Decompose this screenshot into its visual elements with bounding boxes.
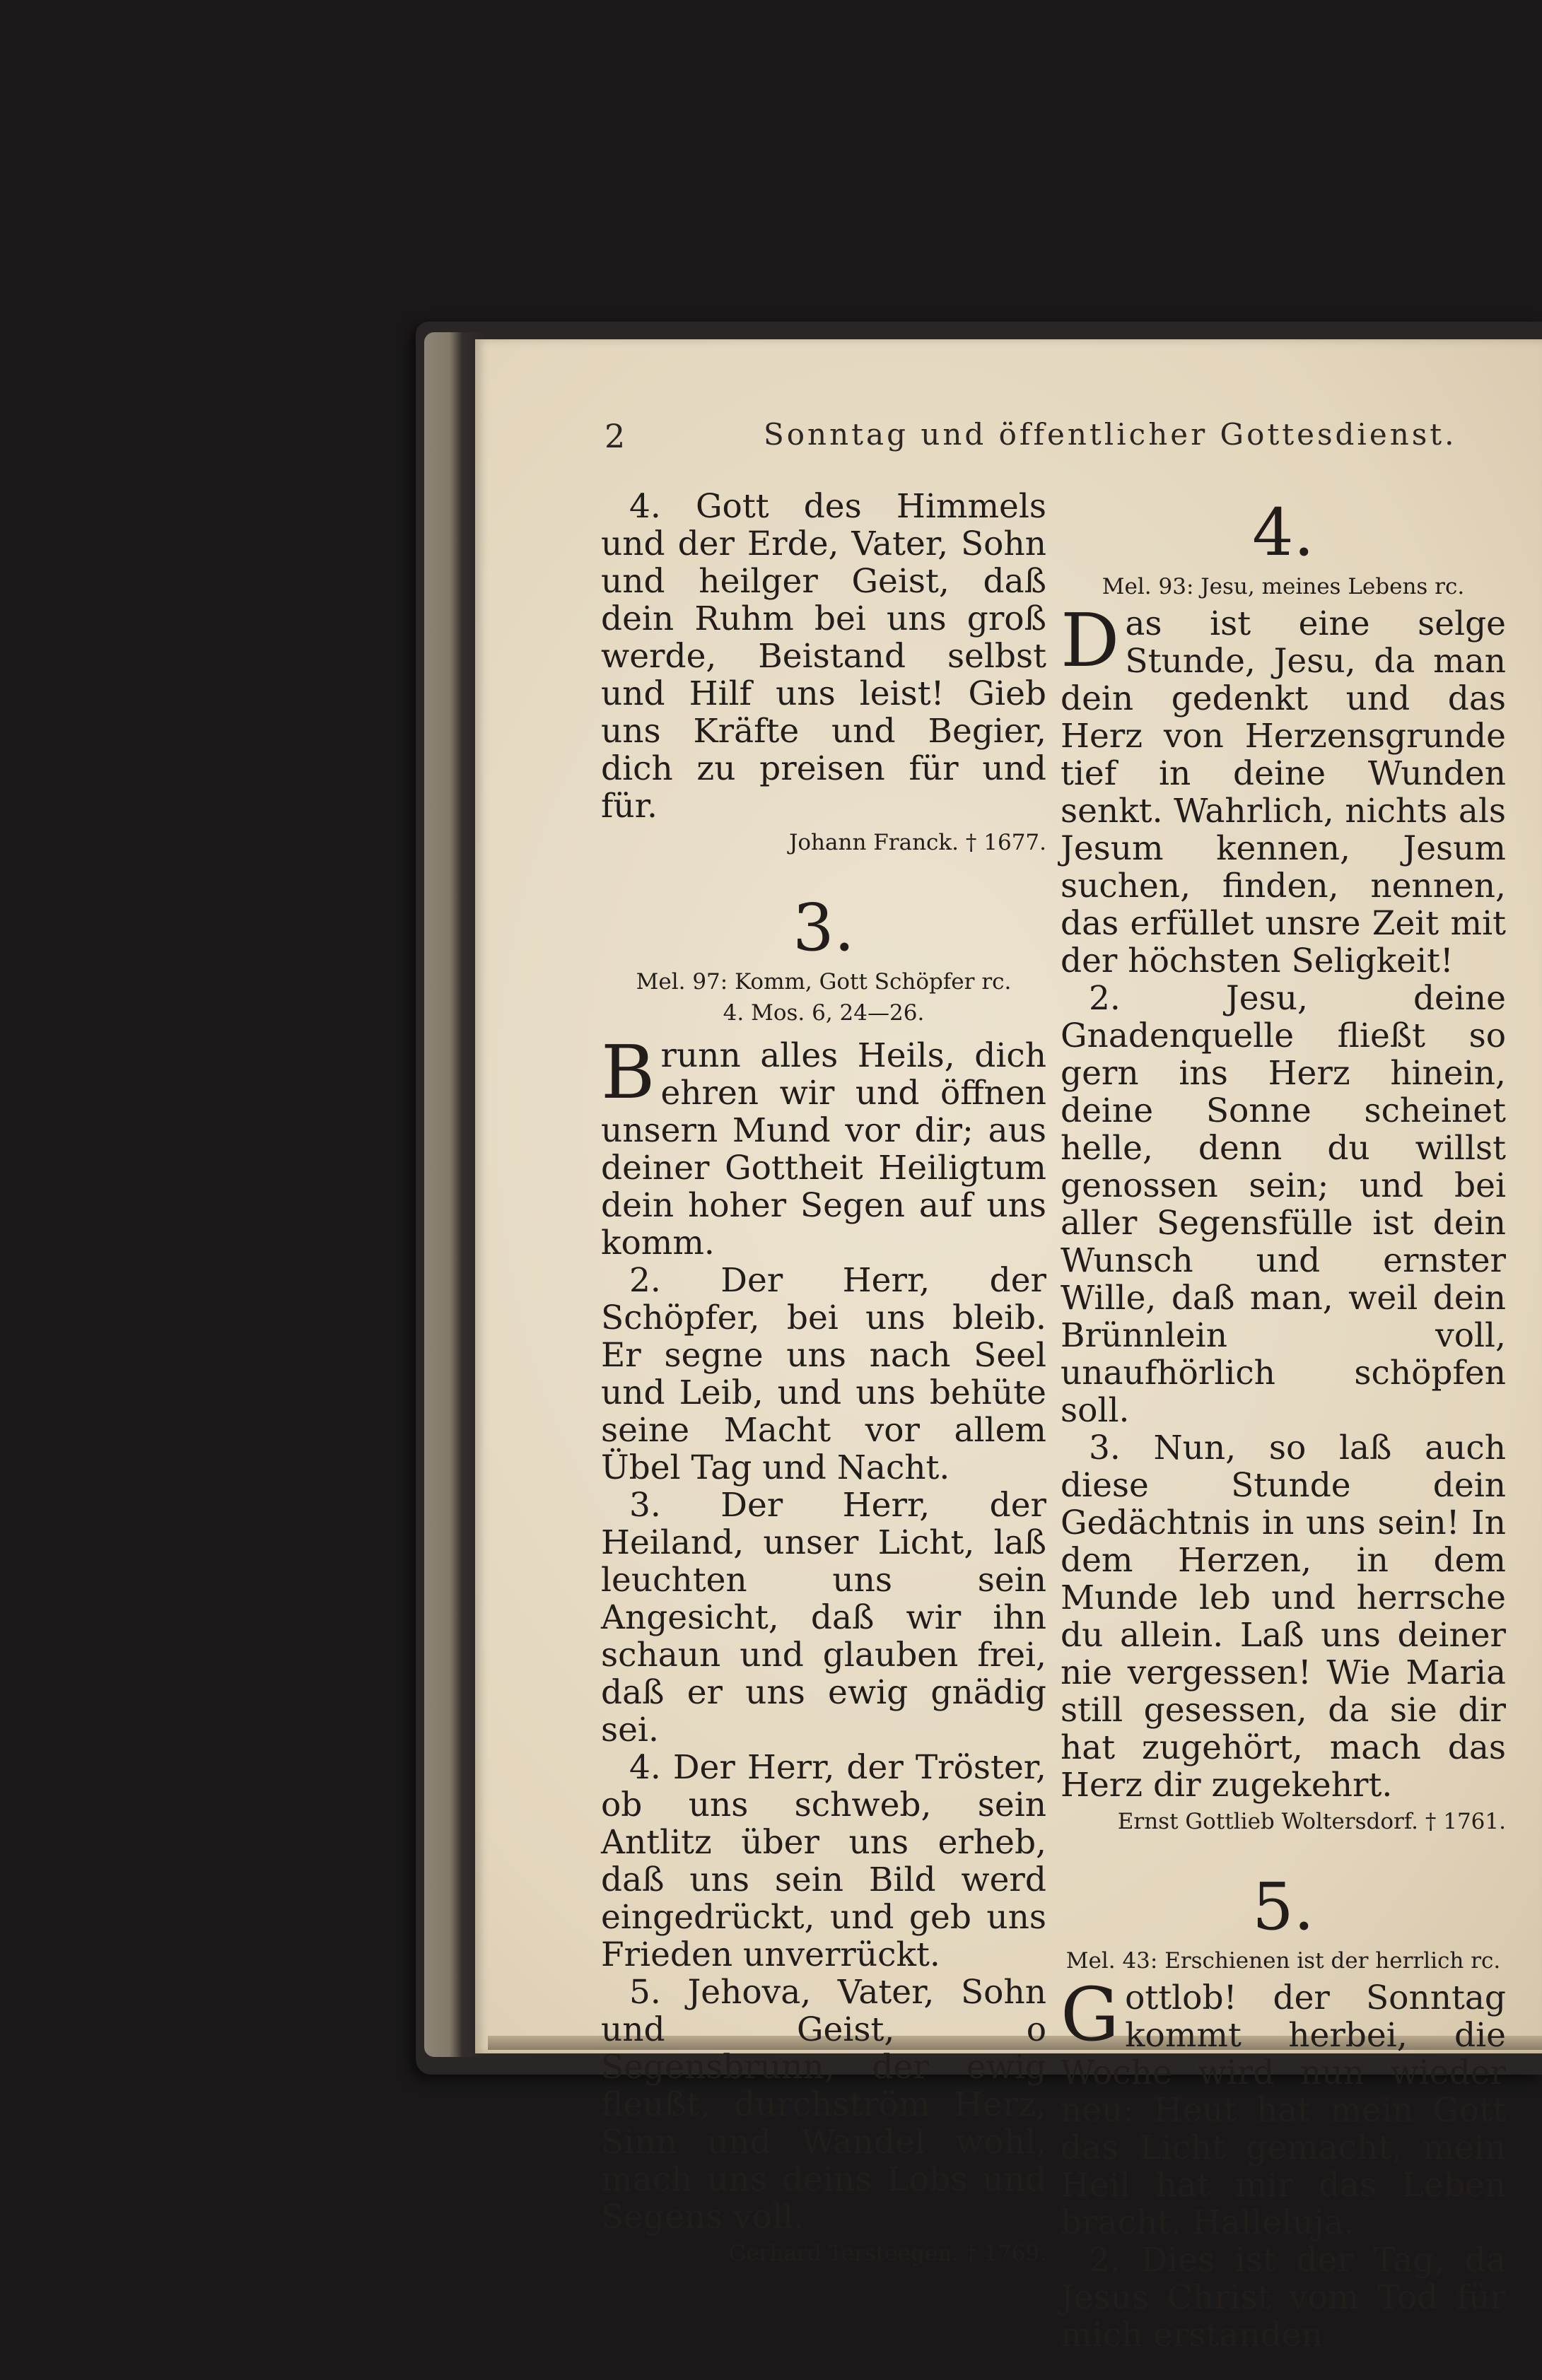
hymn5-number: 5. — [1252, 1869, 1314, 1945]
hymn5-verse1-text: ottlob! der Sonntag kommt herbei, die Woche wird nun wieder neu: Heut hat mein Gott das Licht gemacht, mein Heil hat mir das Leben bracht. Halleluja. — [1061, 1979, 1506, 2242]
hymn3-verse2: 2. Der Herr, der Schöpfer, bei uns bleib. Er segne uns nach Seel und Leib, und uns behüte seine Macht vor allem Übel Tag und Nacht. — [601, 1261, 1046, 1487]
hymn5-verse1 — [1061, 1971, 1506, 2242]
hymn3-verse4: 4. Der Herr, der Tröster, ob uns schweb, sein Antlitz über uns erheb, daß uns sein Bild werd eingedrückt, und geb uns Frieden unverrückt. — [601, 1748, 1046, 1974]
left-column — [601, 488, 1046, 2268]
hymn2-author: Johann Franck. † 1677. — [788, 830, 1046, 855]
hymn3-verse3: 3. Der Herr, der Heiland, unser Licht, laß leuchten uns sein Angesicht, daß wir ihn schaun und glauben frei, daß er uns ewig gnädig sei. — [601, 1486, 1046, 1749]
hymn4-verse1-text: as ist eine selge Stunde, Jesu, da man dein gedenkt und das Herz von Herzensgrunde tief in deine Wunden senkt. Wahrlich, nichts als Jesum kennen, Jesum suchen, finden, nennen, das erfüllet unsre Zeit mit der höchsten Seligkeit! — [1061, 604, 1506, 980]
hymn4-verse2: 2. Jesu, deine Gnadenquelle fließt so gern ins Herz hinein, deine Sonne scheinet helle, denn du willst genossen sein; und bei aller Segensfülle ist dein Wunsch und ernster Wille, daß man, weil dein Brünnlein voll, unaufhörlich schöpfen soll. — [1061, 979, 1506, 1430]
page-number: 2 — [604, 417, 626, 455]
hymn3-number: 3. — [793, 890, 855, 966]
right-column — [1061, 488, 1506, 2354]
running-head — [523, 417, 1500, 467]
hymn4-number: 4. — [1252, 495, 1314, 570]
hymn5-verse2: 2. Dies ist der Tag, da Jesus Christ vom Tod für mich erstanden — [1061, 2241, 1506, 2355]
hymn5-melody: Mel. 43: Erschienen ist der herrlich rc. — [1065, 1948, 1501, 1974]
hymn3-verse5: 5. Jehova, Vater, Sohn und Geist, o Segensbrunn, der ewig fleußt, durchström Herz, Sinn und Wandel wohl, mach uns deins Lobs und Segens voll. — [601, 1973, 1046, 2237]
hymn3-verse1 — [601, 1029, 1046, 1262]
hymn3-verse1-text: runn alles Heils, dich ehren wir und öffnen unsern Mund vor dir; aus deiner Gottheit Heiligtum dein hoher Segen auf uns komm. — [601, 1036, 1046, 1262]
hymn4-verse1 — [1061, 597, 1506, 980]
hymn3-scripture-ref: 4. Mos. 6, 24—26. — [723, 1000, 925, 1026]
header-title: Sonntag und öffentlicher Gottesdienst. — [764, 417, 1457, 452]
hymn3-initial: B — [601, 1029, 655, 1115]
hymn3-author: Gerhard Tersteegen. † 1769. — [728, 2241, 1046, 2266]
hymn4-melody: Mel. 93: Jesu, meines Lebens rc. — [1102, 574, 1465, 599]
hymn3-melody: Mel. 97: Komm, Gott Schöpfer rc. — [636, 969, 1012, 995]
hymn2-verse4: 4. Gott des Himmels und der Erde, Vater, Sohn und heilger Geist, daß dein Ruhm bei uns groß werde, Beistand selbst und Hilf uns leist! Gieb uns Kräfte und Begier, dich zu preisen für und für. — [601, 487, 1046, 826]
hymn4-initial: D — [1061, 597, 1120, 684]
hymn4-verse3: 3. Nun, so laß auch diese Stunde dein Gedächtnis in uns sein! In dem Herzen, in dem Munde leb und herrsche du allein. Laß uns deiner nie vergessen! Wie Maria still gesessen, da sie dir hat zugehört, mach das Herz dir zugekehrt. — [1061, 1429, 1506, 1805]
hymn5-initial: G — [1061, 1971, 1120, 2058]
hymn4-author: Ernst Gottlieb Woltersdorf. † 1761. — [1117, 1809, 1506, 1834]
